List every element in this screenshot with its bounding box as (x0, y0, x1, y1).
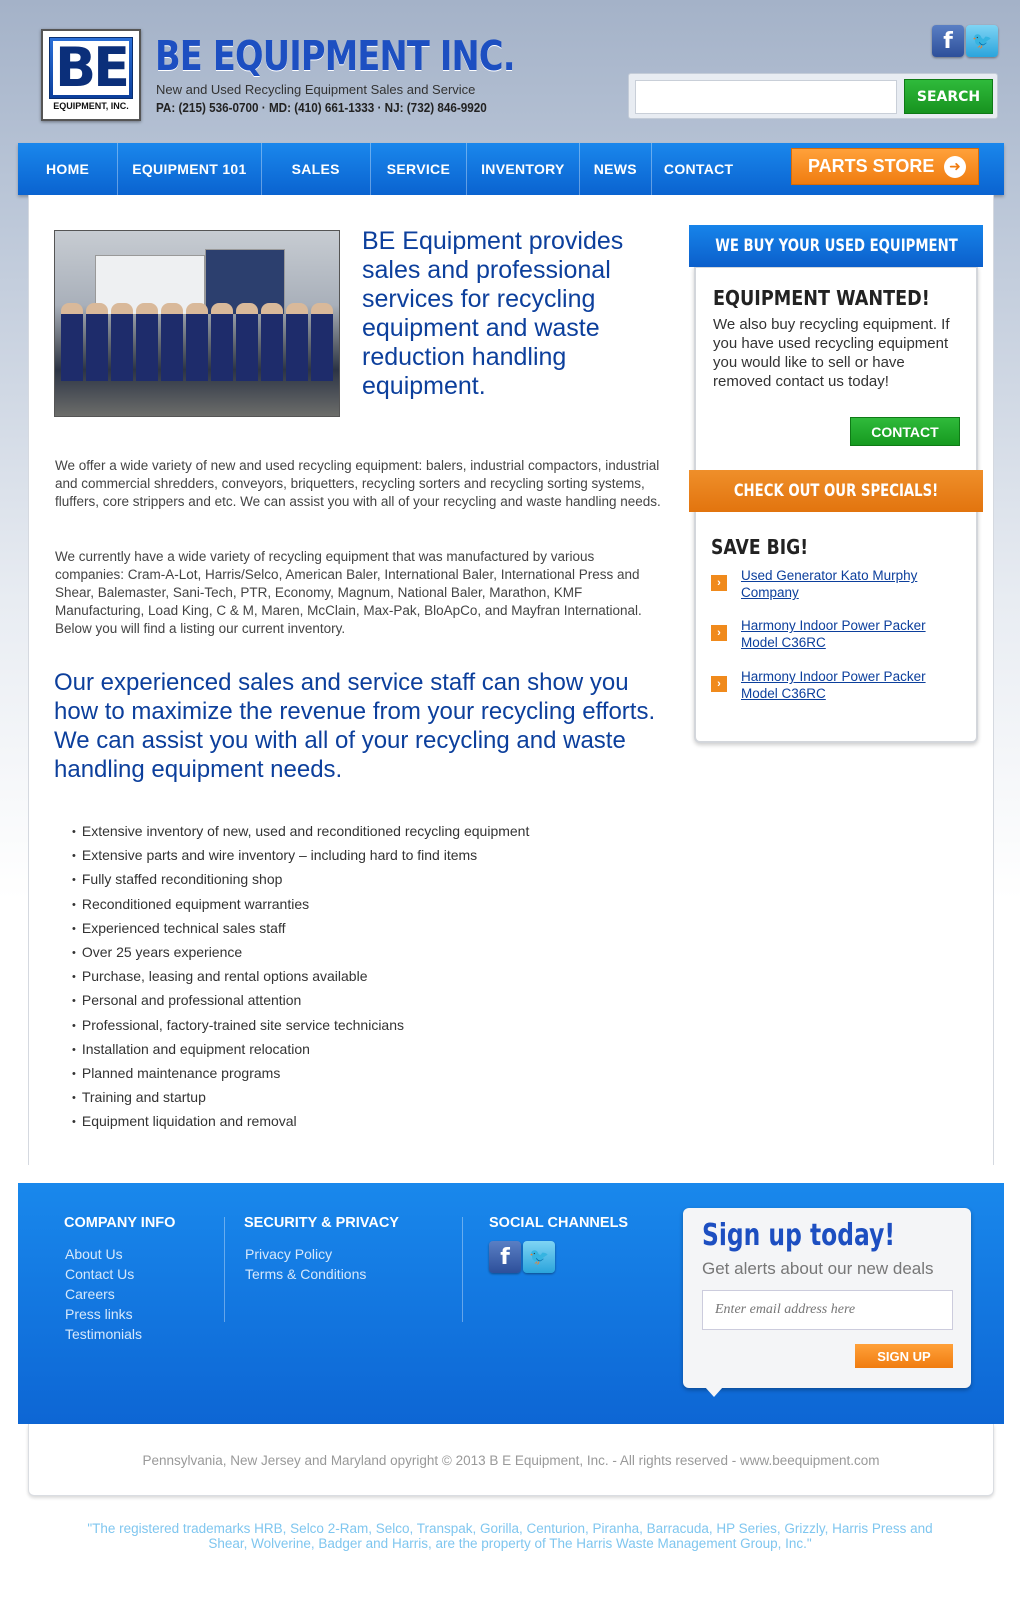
arrow-right-icon: ➜ (944, 156, 966, 178)
footer-link-press[interactable]: Press links (65, 1306, 133, 1322)
list-item: • Equipment liquidation and removal (72, 1112, 529, 1136)
nav-inventory[interactable]: INVENTORY (467, 143, 580, 195)
list-item: • Professional, factory-trained site service technicians (72, 1016, 529, 1040)
logo-mark (49, 37, 133, 99)
footer-divider (224, 1217, 225, 1322)
paragraph-offerings: We offer a wide variety of new and used recycling equipment: balers, industrial compactors, industrial and commercial shredders, conveyors, briquetters, recycling sorters and recycling sorting systems, fluffers, core strippers and etc. We can assist you with all of your recycling and waste handling needs. (55, 458, 661, 509)
special-link[interactable]: Harmony Indoor Power Packer Model C36RC (741, 618, 926, 650)
callout-text: Our experienced sales and service staff can show you how to maximize the revenue from your recycling efforts. We can assist you with all of your recycling and waste handling equipment needs. (54, 669, 656, 783)
logo-text: BE (54, 36, 128, 99)
list-item: • Over 25 years experience (72, 943, 529, 967)
nav-contact[interactable]: CONTACT (663, 161, 734, 177)
staff-photo (54, 230, 340, 417)
security-links (245, 1245, 366, 1285)
list-item: • Extensive inventory of new, used and reconditioned recycling equipment (72, 822, 529, 846)
nav-news[interactable]: NEWS (580, 143, 652, 195)
footer-link-about[interactable]: About Us (65, 1246, 123, 1262)
footer-link-privacy[interactable]: Privacy Policy (245, 1246, 333, 1262)
ribbon-label: CHECK OUT OUR SPECIALS! (733, 481, 939, 501)
nav-equipment-101[interactable]: EQUIPMENT 101 (118, 143, 261, 195)
equipment-wanted-text: We also buy recycling equipment. If you have used recycling equipment you would like to sell or have removed contact us today! (713, 316, 950, 390)
footer-link-contact[interactable]: Contact Us (65, 1266, 135, 1282)
special-link[interactable]: Used Generator Kato Murphy Company (741, 568, 918, 600)
twitter-icon[interactable]: 🐦 (523, 1241, 555, 1273)
ribbon-label: WE BUY YOUR USED EQUIPMENT (714, 236, 958, 256)
list-item: • Purchase, leasing and rental options available (72, 967, 529, 991)
staff-group (61, 303, 333, 381)
nav-home[interactable]: HOME (18, 143, 118, 195)
footer-social (489, 1241, 555, 1273)
main-nav (18, 143, 1004, 195)
specials-ribbon (689, 470, 983, 512)
logo[interactable] (41, 29, 141, 121)
list-item: • Fully staffed reconditioning shop (72, 870, 529, 894)
facebook-icon[interactable]: f (932, 25, 964, 57)
list-item: • Installation and equipment relocation (72, 1040, 529, 1064)
social-heading: SOCIAL CHANNELS (489, 1215, 629, 1231)
facebook-icon[interactable]: f (489, 1241, 521, 1273)
search-button[interactable]: SEARCH (904, 79, 993, 114)
email-field[interactable] (702, 1290, 953, 1330)
trademark-disclaimer: "The registered trademarks HRB, Selco 2-Ram, Selco, Transpak, Gorilla, Centurion, Piranha, Barracuda, HP Series, Grizzly, Harris Press and Shear, Wolverine, Badger and Harris, are the property of The Harris Waste Management Group, Inc." (87, 1521, 933, 1551)
save-big-heading: SAVE BIG! (711, 535, 809, 559)
contact-button[interactable]: CONTACT (850, 417, 960, 446)
copyright-bar (28, 1424, 994, 1496)
sign-up-button[interactable]: SIGN UP (855, 1344, 953, 1368)
twitter-icon[interactable]: 🐦 (966, 25, 998, 57)
company-info-heading: COMPANY INFO (64, 1215, 176, 1231)
copyright-text: Pennsylvania, New Jersey and Maryland opyright © 2013 B E Equipment, Inc. - All rights reserved - www.beequipment.com (142, 1453, 880, 1468)
footer-link-testimonials[interactable]: Testimonials (65, 1326, 143, 1342)
signup-box (683, 1208, 971, 1388)
special-link[interactable]: Harmony Indoor Power Packer Model C36RC (741, 669, 926, 701)
chevron-right-icon: › (711, 625, 727, 641)
parts-store-button[interactable] (791, 148, 979, 185)
company-name: BE EQUIPMENT INC. (155, 32, 515, 80)
paragraph-manufacturers: We currently have a wide variety of recycling equipment that was manufactured by various companies: Cram-A-Lot, Harris/Selco, American Baler, International Baler, International Press and Shear, Balemaster, Sani-Tech, PTR, Economy, Magnum, National Baler, Marathon, KMF Manufacturing, Load King, C & M, Maren, McClain, Max-Pak, BloApCo, and Mayfran International. Below you will find a listing our current inventory. (55, 549, 642, 636)
phone-numbers: PA: (215) 536-0700 · MD: (410) 661-1333 · NJ: (732) 846-9920 (156, 100, 487, 115)
list-item: • Planned maintenance programs (72, 1064, 529, 1088)
parts-store-label: PARTS STORE (808, 156, 935, 176)
intro-heading: BE Equipment provides sales and professional services for recycling equipment and waste reduction handling equipment. (362, 227, 624, 400)
equipment-wanted-heading: EQUIPMENT WANTED! (713, 286, 930, 310)
tagline: New and Used Recycling Equipment Sales and Service (156, 82, 476, 97)
logo-subtext: EQUIPMENT, INC. (53, 101, 129, 111)
chevron-right-icon: › (711, 575, 727, 591)
footer-link-terms[interactable]: Terms & Conditions (245, 1266, 367, 1282)
search-bar (628, 73, 998, 119)
chevron-right-icon: › (711, 676, 727, 692)
header-social (932, 25, 998, 57)
footer-divider (462, 1217, 463, 1322)
list-item: • Extensive parts and wire inventory – including hard to find items (72, 846, 529, 870)
signup-heading: Sign up today! (702, 1218, 896, 1253)
footer-link-careers[interactable]: Careers (65, 1286, 115, 1302)
list-item: • Training and startup (72, 1088, 529, 1112)
list-item: • Experienced technical sales staff (72, 919, 529, 943)
list-item: • Reconditioned equipment warranties (72, 895, 529, 919)
nav-sales[interactable]: SALES (262, 143, 371, 195)
nav-service[interactable]: SERVICE (371, 143, 467, 195)
security-heading: SECURITY & PRIVACY (244, 1215, 399, 1231)
buy-equipment-ribbon (689, 225, 983, 267)
list-item: • Personal and professional attention (72, 991, 529, 1015)
company-info-links (65, 1245, 142, 1345)
search-input[interactable] (635, 80, 897, 114)
services-list (72, 822, 529, 1136)
speech-tail (705, 1387, 723, 1397)
signup-subtext: Get alerts about our new deals (702, 1259, 934, 1278)
